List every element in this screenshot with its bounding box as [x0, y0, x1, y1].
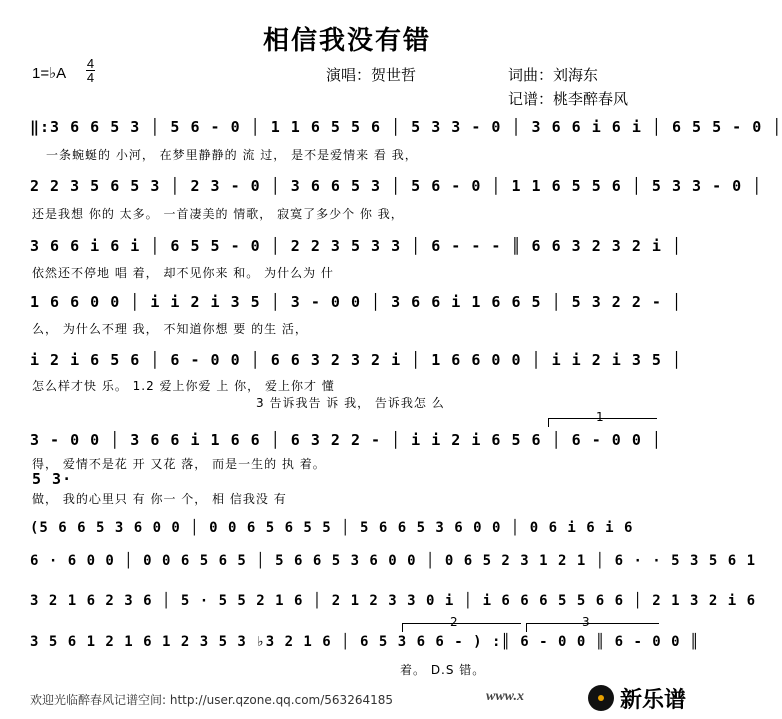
score-row-1-lyrics: 一条蜿蜒的 小河， 在梦里静静的 流 过， 是不是爱情来 看 我，: [46, 148, 418, 162]
time-signature: [86, 58, 95, 83]
final-row-notes: 3 5 6 1 2 1 6 1 2 3 5 3 ♭3 2 1 6 │ 6 5 3 6 6 - ) :║ 6 - 0 0 ║ 6 - 0 0 ║: [30, 634, 700, 650]
score-row-2-notes: 2 2 3 5 6 5 3 │ 2 3 - 0 │ 3 6 6 5 3 │ 5 6 - 0 │ 1 1 6 5 5 6 │ 5 3 3 - 0 │: [30, 177, 763, 195]
interlude-row-2: 6 · 6 0 0 │ 0 0 6 5 6 5 │ 5 6 6 5 3 6 0 0 │ 0 6 5 2 3 1 2 1 │ 6 · · 5 3 5 6 1: [30, 553, 757, 569]
record-disc-icon: [588, 685, 614, 711]
score-row-5-lyrics: 怎么样才快 乐。 1.2 爱上你爱 上 你， 爱上你才 懂: [32, 379, 335, 393]
site-logo: [588, 683, 686, 713]
score-row-3-lyrics: 依然还不停地 唱 着， 却不见你来 和。 为什么为 什: [32, 266, 334, 280]
score-row-3-notes: 3 6 6 i 6 i │ 6 5 5 - 0 │ 2 2 3 5 3 3 │ 6 - - - ║ 6 6 3 2 3 2 i │: [30, 237, 682, 255]
watermark-url: www.x: [486, 689, 524, 704]
final-row-lyrics: 着。 D.S 错。: [400, 663, 486, 677]
interlude-row-3: 3 2 1 6 2 3 6 │ 5 · 5 5 2 1 6 │ 2 1 2 3 3 0 i │ i 6 6 6 5 5 6 6 │ 2 1 3 2 i 6: [30, 593, 757, 609]
volta-2-bracket: [402, 623, 521, 632]
time-signature-bottom: 4: [86, 70, 95, 85]
singer-credit: 演唱：贺世哲: [326, 66, 417, 84]
score-row-6-notes: 3 - 0 0 │ 3 6 6 i 1 6 6 │ 6 3 2 2 - │ i i 2 i 6 5 6 │ 6 - 0 0 │: [30, 431, 662, 449]
score-row-6-alt-notes: 5 3·: [32, 470, 73, 488]
score-row-5-verse-3: 3 告诉我告 诉 我， 告诉我怎 么: [256, 396, 445, 410]
score-row-6-verse-2: 做， 我的心里只 有 你一 个， 相 信我没 有: [32, 492, 287, 506]
composer-credit: 词曲：刘海东: [508, 66, 599, 84]
transcriber-credit: 记谱：桃李醉春风: [508, 90, 629, 108]
key-signature: 1=♭A: [32, 65, 67, 82]
volta-2-label: 2: [450, 615, 458, 629]
volta-1-label: 1: [596, 410, 604, 424]
time-signature-top: 4: [86, 56, 95, 71]
interlude-row-1: (5 6 6 5 3 6 0 0 │ 0 0 6 5 6 5 5 │ 5 6 6 5 3 6 0 0 │ 0 6 i 6 i 6: [30, 520, 634, 536]
score-row-2-lyrics: 还是我想 你的 太多。 一首凄美的 情歌， 寂寞了多少个 你 我，: [32, 207, 404, 221]
logo-text: 新乐谱: [619, 687, 686, 713]
score-row-1-notes: ‖:3 6 6 5 3 │ 5 6 - 0 │ 1 1 6 5 5 6 │ 5 3 3 - 0 │ 3 6 6 i 6 i │ 6 5 5 - 0 │: [30, 118, 782, 136]
score-row-4-lyrics: 么， 为什么不理 我， 不知道你想 要 的生 活，: [32, 322, 308, 336]
volta-3-bracket: [526, 623, 659, 632]
footer-text: 欢迎光临醉春风记谱空间: http://user.qzone.qq.com/563264185: [30, 693, 394, 707]
score-row-6-lyrics: 得， 爱情不是花 开 又花 落， 而是一生的 执 着。: [32, 457, 326, 471]
song-title: 相信我没有错: [262, 26, 431, 56]
score-row-4-notes: 1 6 6 0 0 │ i i 2 i 3 5 │ 3 - 0 0 │ 3 6 6 i 1 6 6 5 │ 5 3 2 2 - │: [30, 293, 682, 311]
score-row-5-notes: i 2 i 6 5 6 │ 6 - 0 0 │ 6 6 3 2 3 2 i │ 1 6 6 0 0 │ i i 2 i 3 5 │: [30, 351, 682, 369]
volta-3-label: 3: [582, 615, 590, 629]
